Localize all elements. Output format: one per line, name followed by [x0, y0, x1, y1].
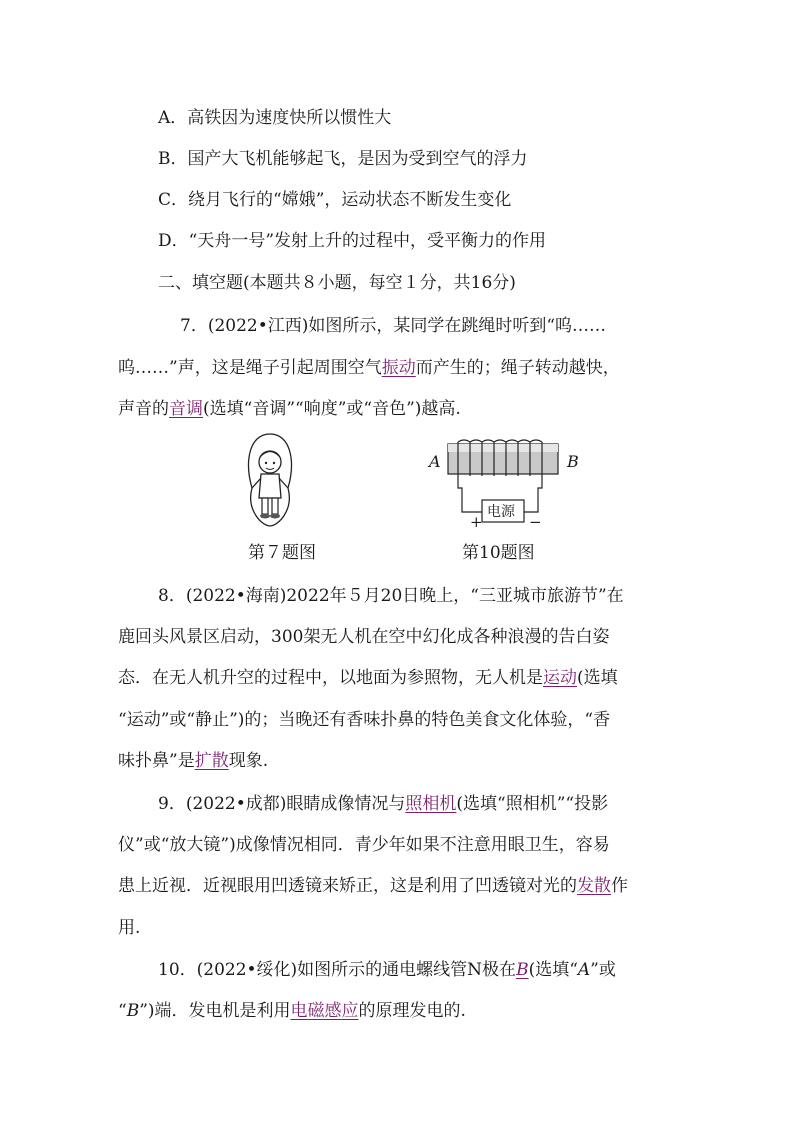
q10-line-2 [0, 999, 794, 1023]
q10-answer-2: 电磁感应 [290, 1001, 359, 1021]
q10-text: 10．(2022•绥化)如图所示的通电螺线管N极在 [158, 960, 517, 980]
jump-rope-figure [240, 430, 300, 530]
figure-7-caption: 第７题图 [248, 543, 316, 563]
option-d: D．“天舟一号”发射上升的过程中，受平衡力的作用 [158, 231, 547, 251]
q8-line-3 [0, 666, 794, 690]
q10-text: ”或 [590, 960, 616, 980]
option-b: B．国产大飞机能够起飞，是因为受到空气的浮力 [158, 149, 528, 169]
q10-text: (选填“ [528, 960, 578, 980]
q8-text: (选填 [577, 668, 618, 688]
solenoid-end-a-label: A [429, 452, 441, 471]
q10-text: 的原理发电的. [358, 1001, 466, 1021]
q9-answer-2: 发散 [577, 876, 611, 896]
q7-line-1: 7．(2022•江西)如图所示，某同学在跳绳时听到“呜…… [180, 316, 607, 336]
q8-answer-2: 扩散 [194, 751, 229, 771]
wire-right [524, 476, 542, 512]
q10-line-1 [0, 958, 794, 982]
q8-line-5 [0, 749, 794, 773]
q8-line-2: 鹿回头风景区启动，300架无人机在空中幻化成各种浪漫的告白姿 [118, 627, 610, 647]
q7-text: 声音的 [118, 399, 169, 419]
q8-line-4: “运动”或“静止”)的；当晚还有香味扑鼻的特色美食文化体验，“香 [118, 710, 611, 730]
q10-text: “ [118, 1001, 127, 1021]
section-title: 二、填空题(本题共８小题，每空１分，共16分) [158, 273, 516, 293]
positive-terminal: + [470, 513, 483, 531]
figure-10-caption: 第10题图 [462, 543, 535, 563]
solenoid-end-b-label: B [567, 452, 579, 471]
q8-text: 味扑鼻”是 [118, 751, 195, 771]
q8-text: 态．在无人机升空的过程中，以地面为参照物，无人机是 [118, 668, 543, 688]
q7-text: 呜……”声，这是绳子引起周围空气 [118, 358, 382, 378]
q8-answer-1: 运动 [543, 668, 577, 688]
q10-option-a: A [577, 960, 591, 980]
wire-left [458, 476, 482, 512]
q8-text: 现象. [228, 751, 269, 771]
q7-text: (选填“音调”“响度”或“音色”)越高. [203, 399, 461, 419]
q9-answer-1: 照相机 [405, 794, 457, 814]
q9-line-2: 仪”或“放大镜”)成像情况相同．青少年如果不注意用眼卫生，容易 [118, 835, 610, 855]
q7-text: 而产生的；绳子转动越快， [415, 358, 620, 378]
power-supply-label: 电源 [487, 504, 515, 520]
q8-line-1: 8．(2022•海南)2022年５月20日晚上，“三亚城市旅游节”在 [158, 586, 624, 606]
q10-option-b: B [126, 1001, 140, 1021]
q9-line-1 [0, 792, 794, 816]
q9-text: 9．(2022•成都)眼睛成像情况与 [158, 794, 406, 814]
q9-text: (选填“照相机”“投影 [456, 794, 609, 814]
q9-line-4: 用. [118, 918, 141, 938]
q7-line-3 [0, 397, 794, 421]
q10-text: ”)端．发电机是利用 [139, 1001, 291, 1021]
q7-answer-2: 音调 [169, 399, 203, 419]
q9-text: 作 [611, 876, 628, 896]
q9-line-3 [0, 874, 794, 898]
option-a: A．高铁因为速度快所以惯性大 [158, 108, 392, 128]
q7-line-2 [0, 356, 794, 380]
q9-text: 患上近视．近视眼用凹透镜来矫正，这是利用了凹透镜对光的 [118, 876, 577, 896]
negative-terminal: − [529, 513, 542, 531]
q7-answer-1: 振动 [381, 358, 416, 378]
q10-answer-1: B [516, 960, 529, 980]
option-c: C．绕月飞行的“嫦娥”，运动状态不断发生变化 [158, 190, 512, 210]
